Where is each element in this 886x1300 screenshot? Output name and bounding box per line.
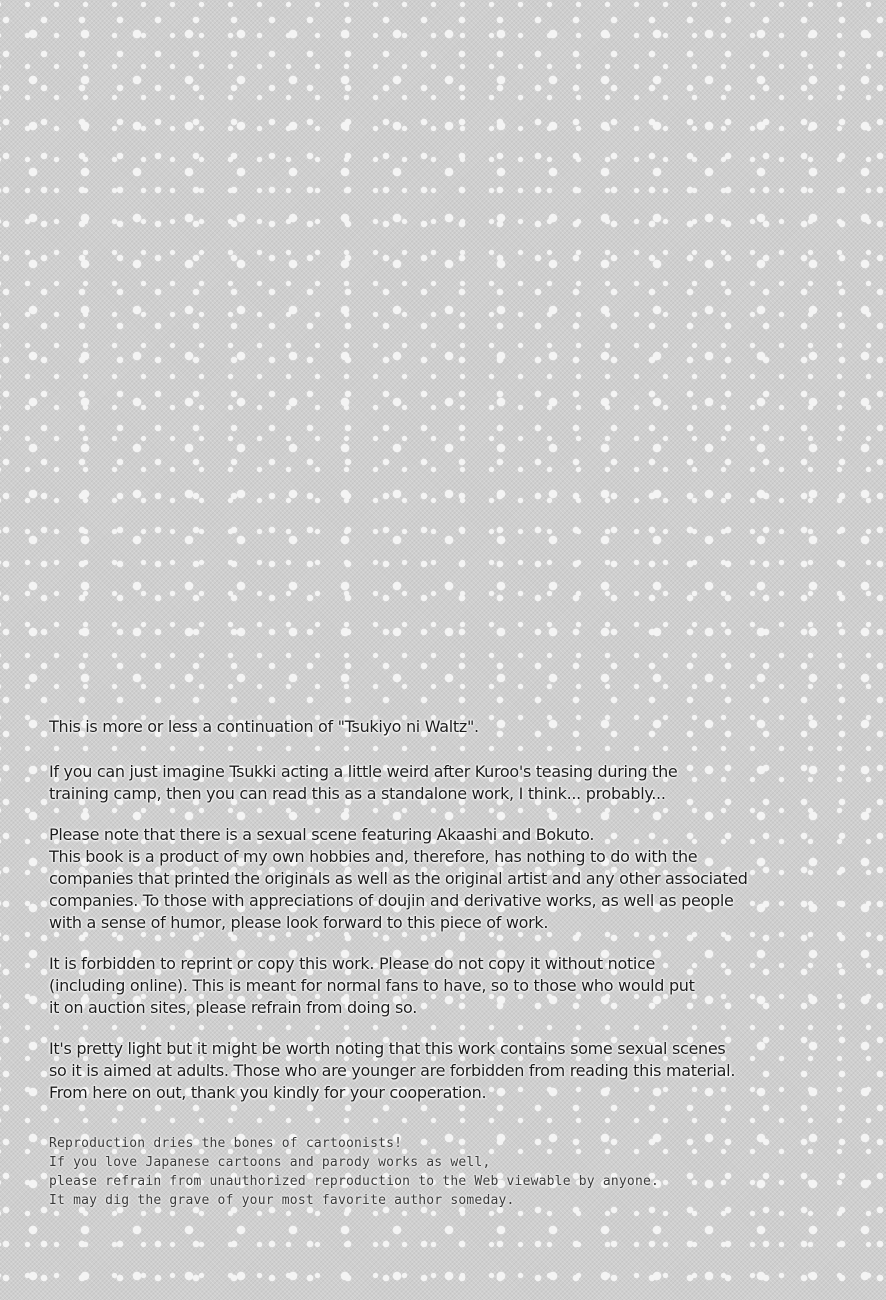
- copy-prohibition-paragraph: [49, 953, 849, 1019]
- warning-line: please refrain from unauthorized reproduction to the Web viewable by anyone.: [49, 1174, 660, 1189]
- text-line: it on auction sites, please refrain from doing so.: [49, 998, 418, 1017]
- text-line: Please note that there is a sexual scene featuring Akaashi and Bokuto.: [49, 825, 595, 844]
- text-line: companies. To those with appreciations of doujin and derivative works, as well as people: [49, 891, 734, 910]
- reproduction-warning: [49, 1134, 809, 1210]
- text-line: It is forbidden to reprint or copy this work. Please do not copy it without notice: [49, 954, 656, 973]
- standalone-paragraph: [49, 761, 849, 805]
- notice-text-block: [49, 716, 849, 1123]
- text-line: training camp, then you can read this as a standalone work, I think... probably...: [49, 784, 666, 803]
- warning-line: If you love Japanese cartoons and parody works as well,: [49, 1155, 491, 1170]
- text-line: companies that printed the originals as well as the original artist and any other associated: [49, 869, 748, 888]
- text-line: with a sense of humor, please look forward to this piece of work.: [49, 913, 549, 932]
- text-line: It's pretty light but it might be worth noting that this work contains some sexual scenes: [49, 1039, 726, 1058]
- text-line: From here on out, thank you kindly for your cooperation.: [49, 1083, 487, 1102]
- adult-content-paragraph: [49, 1038, 849, 1104]
- warning-line: It may dig the grave of your most favorite author someday.: [49, 1193, 515, 1208]
- text-line: This book is a product of my own hobbies and, therefore, has nothing to do with the: [49, 847, 698, 866]
- warning-line: Reproduction dries the bones of cartoonists!: [49, 1136, 403, 1151]
- text-line: This is more or less a continuation of "Tsukiyo ni Waltz".: [49, 717, 479, 736]
- text-line: If you can just imagine Tsukki acting a little weird after Kuroo's teasing during the: [49, 762, 678, 781]
- disclaimer-paragraph: [49, 824, 849, 934]
- text-line: (including online). This is meant for normal fans to have, so to those who would put: [49, 976, 695, 995]
- continuation-paragraph: [49, 716, 849, 738]
- text-line: so it is aimed at adults. Those who are younger are forbidden from reading this material.: [49, 1061, 736, 1080]
